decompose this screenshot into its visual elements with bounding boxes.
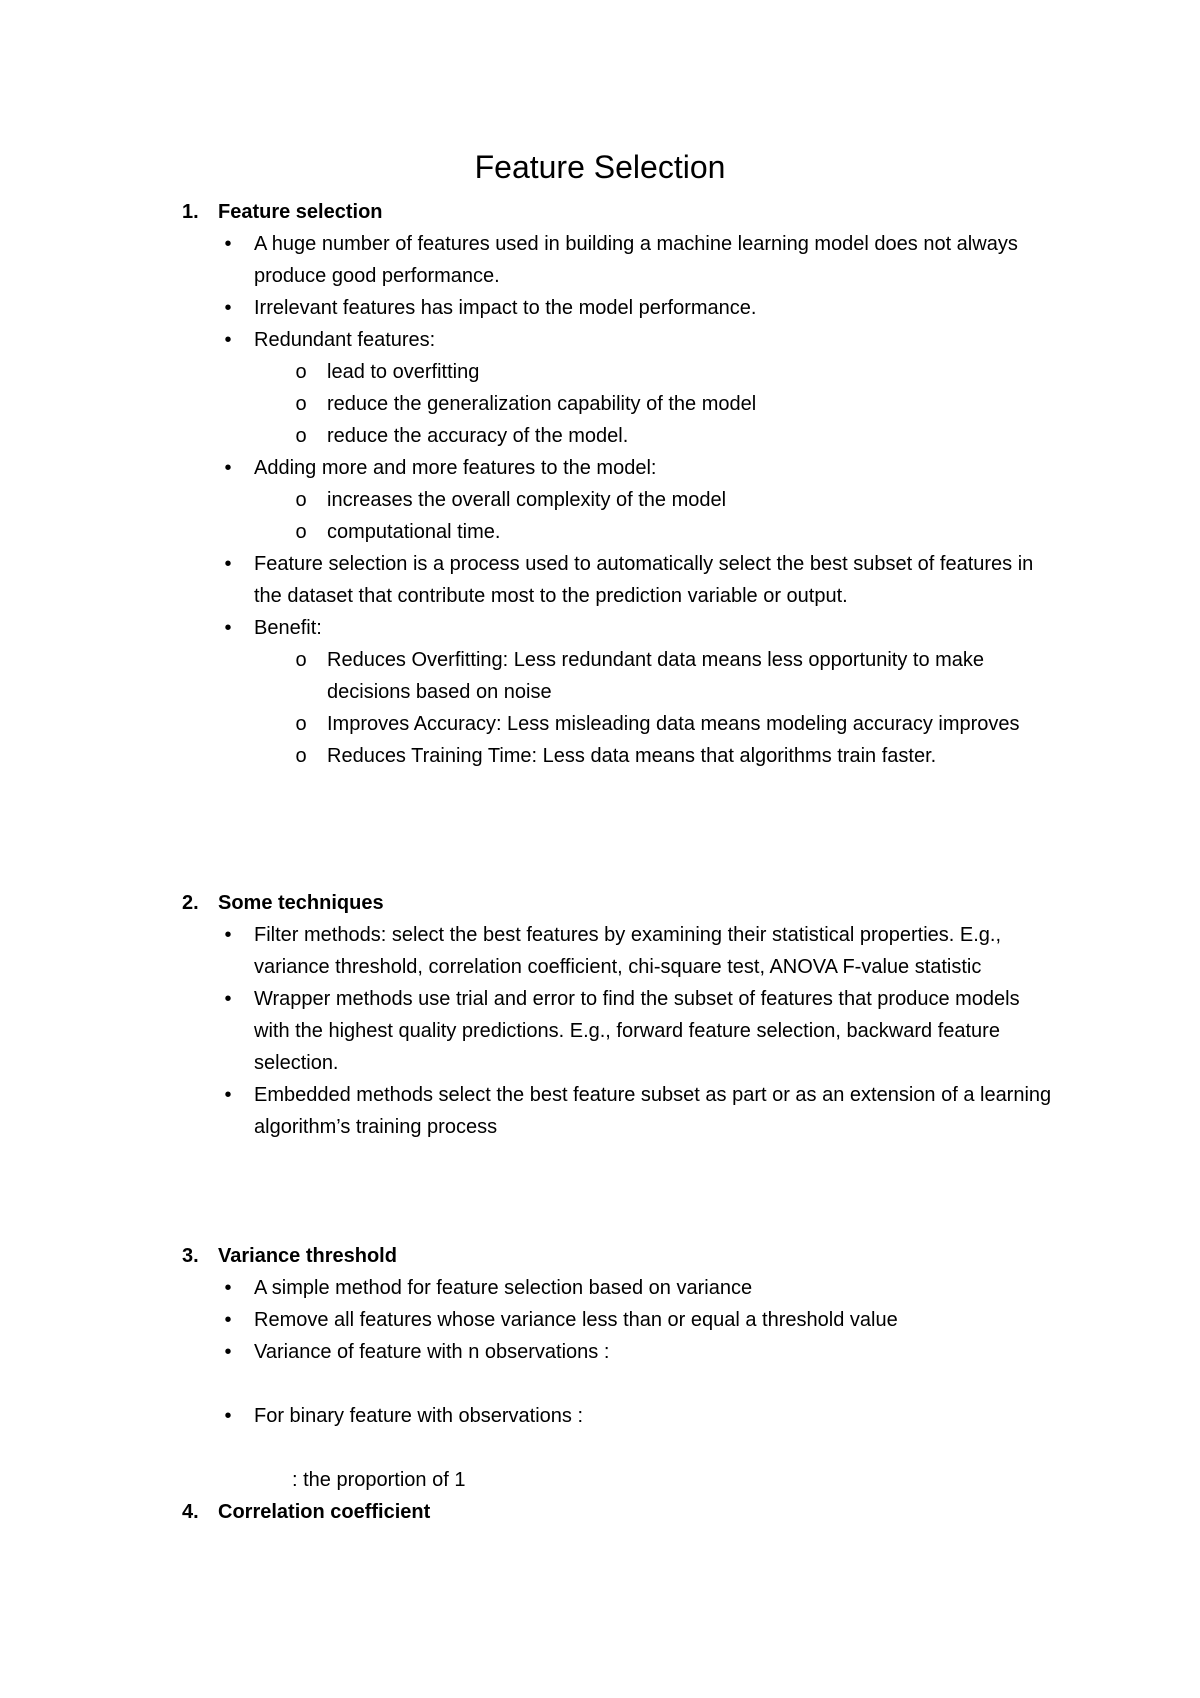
- bullet-icon: •: [224, 1405, 232, 1427]
- circle-bullet-icon: o: [295, 649, 307, 671]
- bullet-icon: •: [224, 329, 232, 351]
- sub-list-item: [0, 356, 1200, 388]
- circle-bullet-icon: o: [295, 521, 307, 543]
- section-number: 4.: [182, 1501, 199, 1523]
- sub-list-item: [0, 516, 1200, 548]
- page-title: Feature Selection: [474, 149, 726, 185]
- sub-list-item-text: Reduces Overfitting: Less redundant data means less opportunity to make decisions based on noise: [327, 649, 985, 703]
- circle-bullet-icon: o: [295, 745, 307, 767]
- list-item: [0, 1336, 1200, 1368]
- list-item: [0, 324, 1200, 356]
- bullet-icon: •: [224, 617, 232, 639]
- sub-list-item-text: computational time.: [327, 521, 501, 543]
- list-item-text: Remove all features whose variance less than or equal a threshold value: [254, 1309, 898, 1331]
- bullet-icon: •: [224, 988, 232, 1010]
- section-variance-threshold: [0, 1240, 1200, 1496]
- sub-list-item: [0, 484, 1200, 516]
- section-title: Correlation coefficient: [218, 1501, 431, 1523]
- section-heading: [0, 1496, 1200, 1528]
- sub-list-item: [0, 708, 1200, 740]
- circle-bullet-icon: o: [295, 361, 307, 383]
- circle-bullet-icon: o: [295, 713, 307, 735]
- bullet-icon: •: [224, 553, 232, 575]
- section-title: Feature selection: [218, 201, 383, 223]
- list-item-text: A simple method for feature selection based on variance: [254, 1277, 753, 1299]
- list-item-text: Wrapper methods use trial and error to find the subset of features that produce models with the highest quality predictions. E.g., forward feature selection, backward feature selection.: [254, 988, 1020, 1074]
- sub-list-item: [0, 740, 1200, 772]
- section-number: 2.: [182, 892, 199, 914]
- list-item: [0, 548, 1200, 612]
- circle-bullet-icon: o: [295, 489, 307, 511]
- list-item-text: Feature selection is a process used to automatically select the best subset of features in the dataset that contribute most to the prediction variable or output.: [254, 553, 1034, 607]
- bullet-icon: •: [224, 233, 232, 255]
- list-item-text: Redundant features:: [254, 329, 436, 351]
- section-correlation-coefficient: [0, 1496, 1200, 1528]
- section-heading: [0, 1240, 1200, 1272]
- list-item: [0, 1304, 1200, 1336]
- list-item-text: Filter methods: select the best features by examining their statistical properties. E.g., variance threshold, correlation coefficient, chi-square test, ANOVA F-value statistic: [254, 924, 1002, 978]
- section-number: 1.: [182, 201, 199, 223]
- list-item: [0, 1272, 1200, 1304]
- bullet-icon: •: [224, 1084, 232, 1106]
- sub-list-item-text: Reduces Training Time: Less data means that algorithms train faster.: [327, 745, 937, 767]
- sub-list-item: [0, 644, 1200, 708]
- bullet-icon: •: [224, 297, 232, 319]
- list-item-text: Benefit:: [254, 617, 322, 639]
- list-item: [0, 452, 1200, 484]
- proportion-note: : the proportion of 1: [292, 1469, 466, 1491]
- list-item: [0, 1079, 1200, 1143]
- list-item: [0, 919, 1200, 983]
- circle-bullet-icon: o: [295, 425, 307, 447]
- sub-list-item-text: reduce the accuracy of the model.: [327, 425, 629, 447]
- list-item-text: Variance of feature with n observations :: [254, 1341, 610, 1363]
- list-item-text: Irrelevant features has impact to the model performance.: [254, 297, 757, 319]
- sub-list-item: [0, 420, 1200, 452]
- section-title: Some techniques: [218, 892, 384, 914]
- section-some-techniques: [0, 887, 1200, 1143]
- bullet-icon: •: [224, 1277, 232, 1299]
- bullet-list: [0, 228, 1200, 772]
- list-item: [0, 292, 1200, 324]
- section-heading: [0, 196, 1200, 228]
- list-item-text: Embedded methods select the best feature subset as part or as an extension of a learning algorithm’s training process: [254, 1084, 1052, 1138]
- section-feature-selection: [0, 196, 1200, 772]
- section-number: 3.: [182, 1245, 199, 1267]
- sub-list-item-text: reduce the generalization capability of the model: [327, 393, 757, 415]
- blank-line: [0, 1432, 1200, 1464]
- list-item-text: A huge number of features used in building a machine learning model does not always produce good performance.: [254, 233, 1018, 287]
- bullet-icon: •: [224, 1309, 232, 1331]
- bullet-list: [0, 1272, 1200, 1464]
- list-item-text: For binary feature with observations :: [254, 1405, 584, 1427]
- bullet-icon: •: [224, 457, 232, 479]
- sub-list-item-text: increases the overall complexity of the model: [327, 489, 727, 511]
- list-item-text: Adding more and more features to the model:: [254, 457, 657, 479]
- sub-list-item-text: Improves Accuracy: Less misleading data means modeling accuracy improves: [327, 713, 1020, 735]
- list-item: [0, 1400, 1200, 1432]
- section-heading: [0, 887, 1200, 919]
- bullet-icon: •: [224, 924, 232, 946]
- bullet-list: [0, 919, 1200, 1143]
- section-title: Variance threshold: [218, 1245, 397, 1267]
- circle-bullet-icon: o: [295, 393, 307, 415]
- list-item: [0, 612, 1200, 644]
- bullet-icon: •: [224, 1341, 232, 1363]
- sub-list-item: [0, 388, 1200, 420]
- blank-line: [0, 1368, 1200, 1400]
- sub-list-item-text: lead to overfitting: [327, 361, 480, 383]
- list-item: [0, 983, 1200, 1079]
- list-item: [0, 228, 1200, 292]
